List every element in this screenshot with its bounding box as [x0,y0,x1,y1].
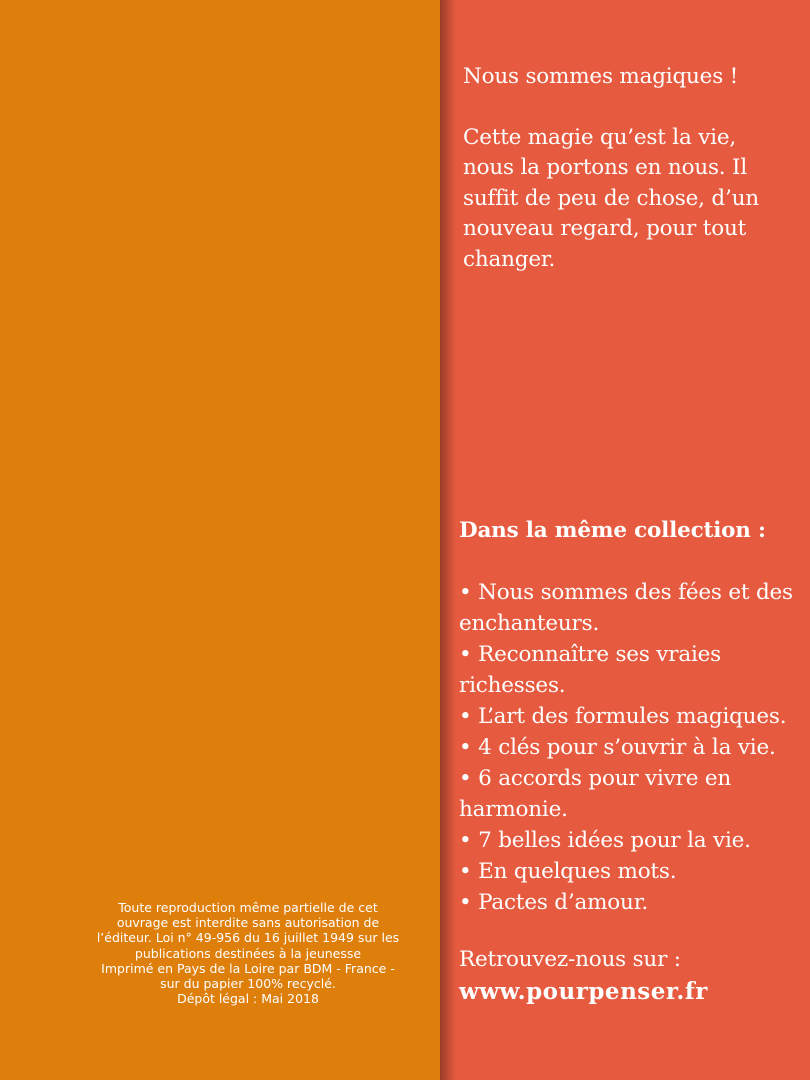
book-item-richesses: • Reconnaître ses vraies richesses. [459,642,721,698]
book-list [459,577,799,918]
spine-shadow [440,0,456,1080]
legal-notice [58,900,438,1006]
book-item-fees: • Nous sommes des fées et des enchanteurs. [459,580,793,636]
legal-line: l’éditeur. Loi n° 49-956 du 16 juillet 1949 sur les [96,930,400,946]
book-item-cles: • 4 clés pour s’ouvrir à la vie. [459,735,776,760]
book-item-accords: • 6 accords pour vivre en harmonie. [459,766,732,822]
book-item-formules: • L’art des formules magiques. [459,704,787,729]
book-item-pactes: • Pactes d’amour. [459,890,649,915]
collection-heading: Dans la même collection : [459,518,766,543]
legal-line: sur du papier 100% recyclé. [160,976,336,992]
book-item-idees: • 7 belles idées pour la vie. [459,828,751,853]
intro-section [463,62,793,275]
website-link[interactable]: www.pourpenser.fr [459,978,708,1005]
collection-section [459,515,799,1007]
legal-line: Toute reproduction même partielle de cet [118,900,378,915]
legal-line: publications destinées à la jeunesse [134,945,362,961]
legal-line: Imprimé en Pays de la Loire par BDM - France - [101,960,395,976]
book-item-mots: • En quelques mots. [459,859,677,884]
legal-line: ouvrage est interdite sans autorisation de [116,915,380,931]
intro-headline: Nous sommes magiques ! [463,64,739,89]
intro-body: Cette magie qu’est la vie, nous la portons en nous. Il suffit de peu de chose, d’un nouveau regard, pour tout changer. [463,124,759,272]
find-us-label: Retrouvez-nous sur : [459,947,681,972]
legal-line: Dépôt légal : Mai 2018 [177,991,319,1007]
